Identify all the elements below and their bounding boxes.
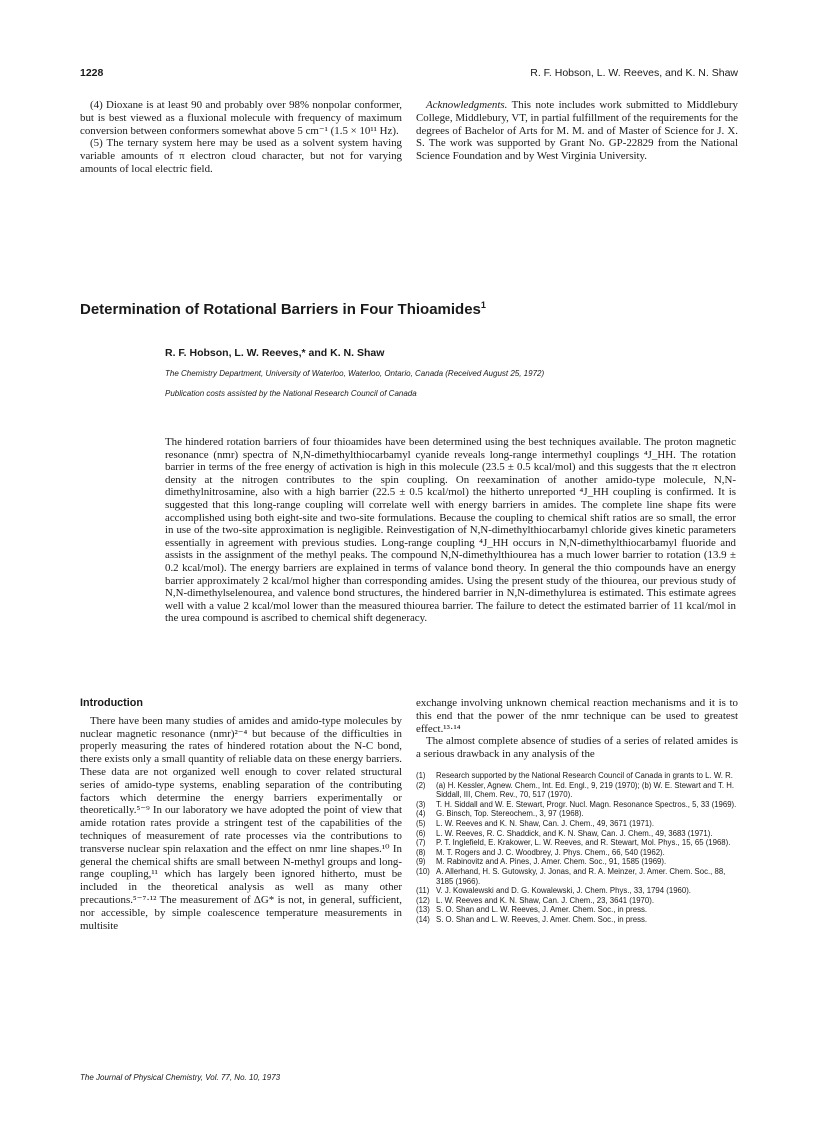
reference-number: (3) — [416, 799, 426, 809]
reference-item — [416, 771, 738, 781]
reference-item — [416, 857, 738, 867]
reference-number: (4) — [416, 809, 426, 819]
reference-text: M. Rabinovitz and A. Pines, J. Amer. Chem. Soc., 91, 1585 (1969). — [436, 857, 667, 867]
acknowledgments-text: This note includes work submitted to Middlebury College, Middlebury, VT, in partial fulfillment of the requirements for the degrees of Bachelor of Arts for M. M. and of Master of Science for J. X. S. The work was supported by Grant No. GP-22829 from the National Science Foundation and by West Virginia University. — [416, 99, 738, 163]
article-title-text: Determination of Rotational Barriers in Four Thioamides — [80, 301, 481, 318]
reference-text: (a) H. Kessler, Agnew. Chem., Int. Ed. Engl., 9, 219 (1970); (b) W. E. Stewart and T. H. Siddall, III, Chem. Rev., 70, 517 (1970). — [436, 780, 735, 800]
reference-item — [416, 867, 738, 886]
reference-number: (12) — [416, 895, 430, 905]
article-title — [80, 301, 486, 318]
reference-item — [416, 915, 738, 925]
reference-text: Research supported by the National Research Council of Canada in grants to L. W. R. — [436, 770, 733, 780]
author-affiliation: The Chemistry Department, University of Waterloo, Waterloo, Ontario, Canada (Received August 25, 1972) — [165, 369, 545, 378]
introduction-heading: Introduction — [80, 697, 143, 709]
reference-number: (11) — [416, 886, 430, 896]
reference-item — [416, 819, 738, 829]
reference-text: S. O. Shan and L. W. Reeves, J. Amer. Chem. Soc., in press. — [436, 905, 648, 915]
running-head: R. F. Hobson, L. W. Reeves, and K. N. Shaw — [530, 67, 738, 79]
introduction-left-column — [80, 697, 402, 932]
reference-item — [416, 800, 738, 810]
acknowledgments — [416, 99, 738, 163]
reference-text: L. W. Reeves and K. N. Shaw, Can. J. Chem., 23, 3641 (1970). — [436, 895, 654, 905]
reference-text: A. Allerhand, H. S. Gutowsky, J. Jonas, and R. A. Meinzer, J. Amer. Chem. Soc., 88, 3185 (1966). — [436, 866, 726, 886]
reference-text: T. H. Siddall and W. E. Stewart, Progr. Nucl. Magn. Resonance Spectros., 5, 33 (1969). — [436, 799, 737, 809]
journal-footer: The Journal of Physical Chemistry, Vol. 77, No. 10, 1973 — [80, 1073, 281, 1082]
reference-item — [416, 781, 738, 800]
reference-text: G. Binsch, Top. Stereochem., 3, 97 (1968). — [436, 809, 584, 819]
acknowledgments-paragraph — [416, 99, 738, 163]
references-list — [416, 771, 738, 925]
title-footnote-marker: 1 — [480, 300, 486, 310]
reference-number: (10) — [416, 866, 430, 876]
reference-number: (8) — [416, 847, 426, 857]
abstract: The hindered rotation barriers of four thioamides have been determined using the best techniques available. The proton magnetic resonance (nmr) spectra of N,N-dimethylthiocarbamyl cyanide reveals long-range intermethyl couplings ⁴J_HH. The rotation barrier in terms of the free energy of activation is high in this molecule (23.5 ± 0.5 kcal/mol) and this suggests that the π electron density at the nitrogen contributes to the spin coupling. On reexamination of another amido-type molecule, N,N-dimethylnitrosamine, also with a high barrier (22.5 ± 0.5 kcal/mol) the hitherto unreported ⁴J_HH coupling is confirmed. It is suggested that this long-range coupling will correlate well with energy barriers in amides. The complete line shape fits were accomplished using both eight-site and two-site formulations. Because the coupling to chemical shift ratios are so small, the error in use of the two-site approximation is negligible. Reinvestigation of N,N-dimethylthiocarbamyl chloride gives kinetic parameters essentially in agreement with previous studies. Long-range coupling ⁴J_HH occurs in N,N-dimethylthiocarbamyl fluoride and assists in the assignment of the methyl peaks. The compound N,N-dimethylthiourea has a much lower barrier to rotation (13.9 ± 0.2 kcal/mol). The energy barriers are explained in terms of valance bond theory. In general the thio compounds have an energy barrier approximately 2 kcal/mol higher than corresponding amides. Using the present study of the thiourea, our previous study of N,N-dimethylselenourea, and valence bond structures, the hindered barrier in N,N-dimethylurea is estimated. This estimate agrees well with a value 2 kcal/mol lower than the measured thiourea barrier. The failure to detect the estimated barrier of 11 kcal/mol in the urea compound is ascribed to chemical shift degeneracy. — [165, 436, 736, 625]
reference-text: L. W. Reeves and K. N. Shaw, Can. J. Chem., 49, 3671 (1971). — [436, 818, 654, 828]
reference-number: (1) — [416, 770, 426, 780]
reference-number: (7) — [416, 838, 426, 848]
introduction-right-column — [416, 697, 738, 924]
reference-text: V. J. Kowalewski and D. G. Kowalewski, J. Chem. Phys., 33, 1794 (1960). — [436, 886, 691, 896]
reference-item — [416, 838, 738, 848]
page-number: 1228 — [80, 67, 104, 79]
introduction-paragraph-2: The almost complete absence of studies of a series of related amides is a serious drawback in any analysis of the — [416, 735, 738, 761]
reference-item — [416, 896, 738, 906]
reference-number: (5) — [416, 818, 426, 828]
reference-text: S. O. Shan and L. W. Reeves, J. Amer. Chem. Soc., in press. — [436, 914, 648, 924]
reference-number: (6) — [416, 828, 426, 838]
reference-text: P. T. Inglefield, E. Krakower, L. W. Reeves, and R. Stewart, Mol. Phys., 15, 65 (1968). — [436, 838, 731, 848]
reference-text: M. T. Rogers and J. C. Woodbrey, J. Phys. Chem., 66, 540 (1962). — [436, 847, 665, 857]
conclusion-5: (5) The ternary system here may be used as a solvent system having variable amounts of π electron cloud character, but not for varying amounts of local electric field. — [80, 137, 402, 175]
reference-item — [416, 829, 738, 839]
reference-number: (14) — [416, 914, 430, 924]
reference-number: (13) — [416, 905, 430, 915]
reference-number: (9) — [416, 857, 426, 867]
acknowledgments-label: Acknowledgments. — [426, 99, 508, 111]
reference-item — [416, 809, 738, 819]
publication-cost-note: Publication costs assisted by the National Research Council of Canada — [165, 389, 417, 398]
conclusion-4: (4) Dioxane is at least 90 and probably over 98% nonpolar conformer, but is best viewed as a fluxional molecule with frequency of maximum conversion between conformers somewhat above 5 cm⁻¹ (1.5 × 10¹¹ Hz). — [80, 99, 402, 137]
reference-item — [416, 886, 738, 896]
previous-article-conclusions — [80, 99, 402, 176]
reference-text: L. W. Reeves, R. C. Shaddick, and K. N. Shaw, Can. J. Chem., 49, 3683 (1971). — [436, 828, 713, 838]
reference-item — [416, 848, 738, 858]
introduction-paragraph-1: There have been many studies of amides and amido-type molecules by nuclear magnetic resonance (nmr)²⁻⁴ but because of the difficulties in properly measuring the rates of hindered rotation about the N-C bond, there exists only a small quantity of reliable data on these energy barriers. These data are not organized well enough to cover related structural series of amido-type systems, enabling separation of the contributing factors which determine the energy barriers experimentally or theoretically.⁵⁻⁹ In our laboratory we have adopted the point of view that amide rotation rates provide a stringent test of the capabilities of the techniques of measurement of rate processes via the contributions to transverse nuclear spin relaxation and the effect on nmr line shapes.¹⁰ In general the chemical shifts are small between N-methyl groups and long-range coupling,¹¹ which has largely been ignored hitherto, must be included in the theoretical analysis as well as many other precautions.⁵⁻⁷·¹² The measurement of ΔG* is not, in general, sufficient, nor accessible, by simple coalescence temperature measurements in multisite — [80, 714, 402, 932]
introduction-paragraph-1-continued: exchange involving unknown chemical reaction mechanisms and it is to this end that the power of the nmr technique can be used to greatest effect.¹³·¹⁴ — [416, 697, 738, 735]
reference-number: (2) — [416, 780, 426, 790]
reference-item — [416, 905, 738, 915]
article-authors: R. F. Hobson, L. W. Reeves,* and K. N. Shaw — [165, 347, 385, 359]
